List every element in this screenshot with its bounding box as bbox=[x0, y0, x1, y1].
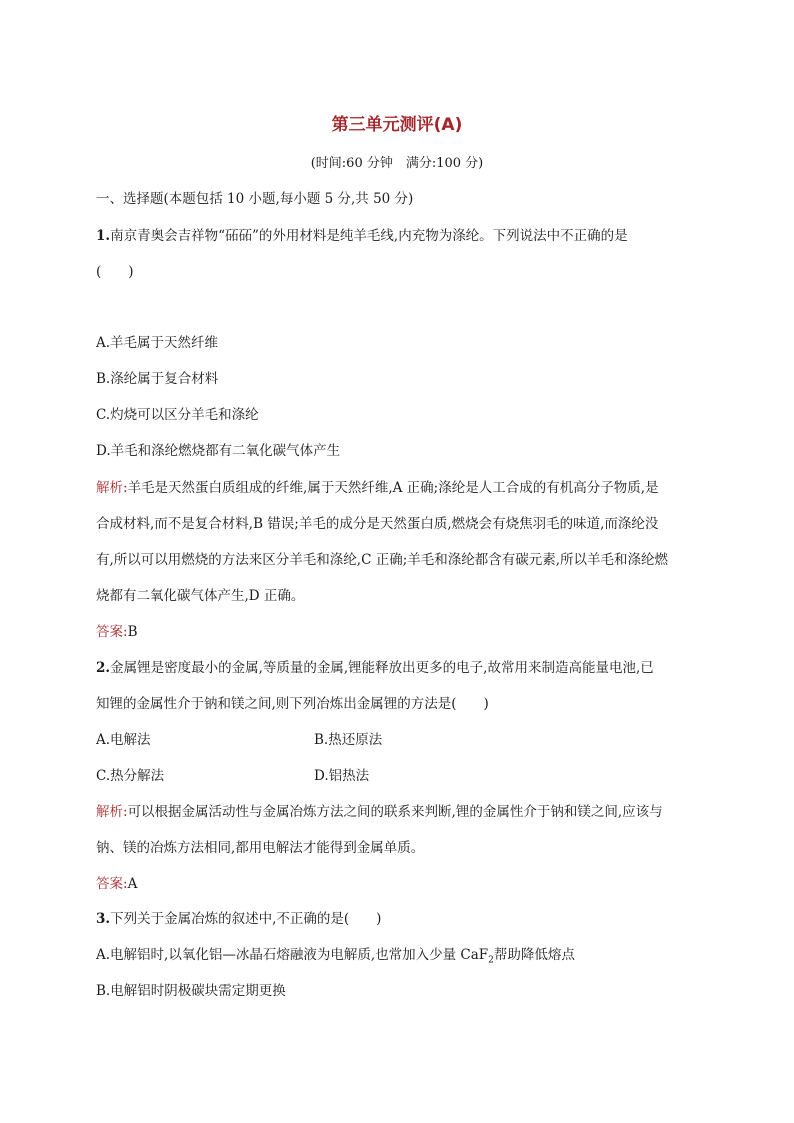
question-3-stem: 3.下列关于金属冶炼的叙述中,不正确的是( ) bbox=[96, 911, 382, 927]
q3-option-b: B.电解铝时阴极碳块需定期更换 bbox=[96, 983, 286, 999]
answer-value: B bbox=[127, 624, 138, 640]
q1-option-b: B.涤纶属于复合材料 bbox=[96, 371, 219, 387]
question-number: 3. bbox=[96, 911, 111, 927]
question-1-stem: 1.南京青奥会吉祥物“砳砳”的外用材料是纯羊毛线,内充物为涤纶。下列说法中不正确的是 bbox=[96, 228, 628, 244]
q2-options-row-1 bbox=[96, 730, 383, 750]
q1-analysis-line-4: 烧都有二氧化碳气体产生,D 正确。 bbox=[96, 588, 305, 604]
q2-option-c: C.热分解法 bbox=[96, 768, 165, 784]
q3-option-a: A.电解铝时,以氧化铝—冰晶石熔融液为电解质,也常加入少量 CaF$_2$帮助降低熔点 bbox=[96, 947, 575, 966]
answer-label: 答案: bbox=[96, 876, 128, 892]
q2-option-b: B.热还原法 bbox=[314, 732, 383, 748]
question-2-stem: 2.金属锂是密度最小的金属,等质量的金属,锂能释放出更多的电子,故常用来制造高能量电池,已 bbox=[96, 660, 654, 676]
q1-analysis-line-2: 合成材料,而不是复合材料,B 错误;羊毛的成分是天然蛋白质,燃烧会有烧焦羽毛的味道,而涤纶没 bbox=[96, 516, 659, 532]
q1-option-d: D.羊毛和涤纶燃烧都有二氧化碳气体产生 bbox=[96, 443, 341, 459]
analysis-label: 解析: bbox=[96, 804, 128, 820]
analysis-label: 解析: bbox=[96, 480, 128, 496]
q1-analysis-line-3: 有,所以可以用燃烧的方法来区分羊毛和涤纶,C 正确;羊毛和涤纶都含有碳元素,所以羊毛和涤纶燃 bbox=[96, 552, 669, 568]
q2-options-row-2 bbox=[96, 766, 370, 786]
q2-option-d: D.铝热法 bbox=[314, 768, 370, 784]
question-2-stem-line-2: 知锂的金属性介于钠和镁之间,则下列冶炼出金属锂的方法是( ) bbox=[96, 696, 489, 712]
q2-option-a: A.电解法 bbox=[96, 732, 151, 748]
exam-info: (时间:60 分钟 满分:100 分) bbox=[310, 156, 484, 171]
q2-analysis-line-2: 钠、镁的冶炼方法相同,都用电解法才能得到金属单质。 bbox=[96, 840, 425, 856]
q1-analysis-line-1: 解析:羊毛是天然蛋白质组成的纤维,属于天然纤维,A 正确;涤纶是人工合成的有机高分子物质,是 bbox=[96, 480, 659, 496]
q1-answer bbox=[96, 622, 137, 642]
question-number: 1. bbox=[96, 228, 111, 244]
q2-analysis-line-1: 解析:可以根据金属活动性与金属冶炼方法之间的联系来判断,锂的金属性介于钠和镁之间,应该与 bbox=[96, 804, 663, 820]
question-number: 2. bbox=[96, 660, 111, 676]
q2-answer bbox=[96, 874, 137, 894]
question-1-bracket: ( ) bbox=[96, 264, 134, 280]
section-heading: 一、选择题(本题包括 10 小题,每小题 5 分,共 50 分) bbox=[96, 191, 414, 207]
q1-option-c: C.灼烧可以区分羊毛和涤纶 bbox=[96, 407, 259, 423]
answer-label: 答案: bbox=[96, 624, 128, 640]
q1-option-a: A.羊毛属于天然纤维 bbox=[96, 335, 219, 351]
answer-value: A bbox=[127, 876, 138, 892]
page-title: 第三单元测评(A) bbox=[331, 115, 463, 135]
